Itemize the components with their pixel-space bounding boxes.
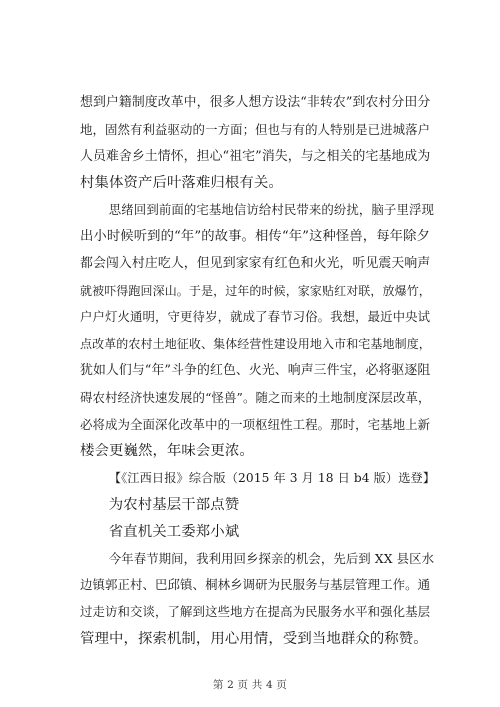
document-body [80,90,436,653]
text-line: 为农村基层干部点赞 [108,496,240,513]
text-line: 碍农村经济快速发展的“怪兽”。随之而来的土地制度深层改革， [80,389,431,405]
paragraph-p2 [80,197,432,465]
text-line: 楼会更巍然，年味会更浓。 [80,443,254,460]
text-line: 村集体资产后叶落难归根有关。 [80,175,283,192]
text-line: 人员难舍乡土情怀，担心“祖宅”消失，与之相关的宅基地成为 [80,148,431,164]
text-line: 思绪回到前面的宅基地信访给村民带来的纷扰，脑子里浮现 [108,202,434,218]
text-line: 都会闯入村庄吃人，但见到家家有红色和火光，听见震天响声 [80,255,431,271]
text-line: 犹如人们与“年”斗争的红色、火光、响声三件宝，必将驱逐阻 [80,362,431,378]
page-number-footer: 第 2 页 共 4 页 [212,679,288,691]
text-line: 今年春节期间，我利用回乡探亲的机会，先后到 XX 县区水 [108,550,435,566]
text-line: 省直机关工委郑小斌 [108,523,240,540]
text-line: 点改革的农村土地征收、集体经营性建设用地入市和宅基地制度， [80,337,431,352]
text-line: 必将成为全面深化改革中的一项枢纽性工程。那时，宅基地上新 [80,416,431,432]
paragraph-p6 [80,546,435,653]
text-line: 【《江西日报》综合版（2015 年 3 月 18 日 b4 版）选登】 [108,471,436,486]
text-line: 户户灯火通明，守更待岁，就成了春节习俗。我想，最近中央试 [80,309,431,325]
paragraph-p1 [80,90,432,197]
text-line: 想到户籍制度改革中，很多人想方设法“非转农”到农村分田分 [80,95,431,110]
text-line: 管理中，探索机制，用心用情，受到当地群众的称赞。 [80,630,428,647]
text-line: 边镇郭正村、巴邱镇、桐林乡调研为民服务与基层管理工作。通 [80,577,431,593]
article-author [80,519,432,546]
text-line: 就被吓得跑回深山。于是，过年的时候，家家贴红对联，放爆竹， [80,283,431,298]
article-title [80,492,432,519]
source-citation [80,465,436,492]
text-line: 出小时候听到的“年”的故事。相传“年”这种怪兽，每年除夕 [80,228,430,244]
text-line: 过走访和交谈，了解到这些地方在提高为民服务水平和强化基层 [80,604,431,620]
text-line: 地，固然有利益驱动的一方面；但也与有的人特别是已进城落户 [80,121,431,137]
